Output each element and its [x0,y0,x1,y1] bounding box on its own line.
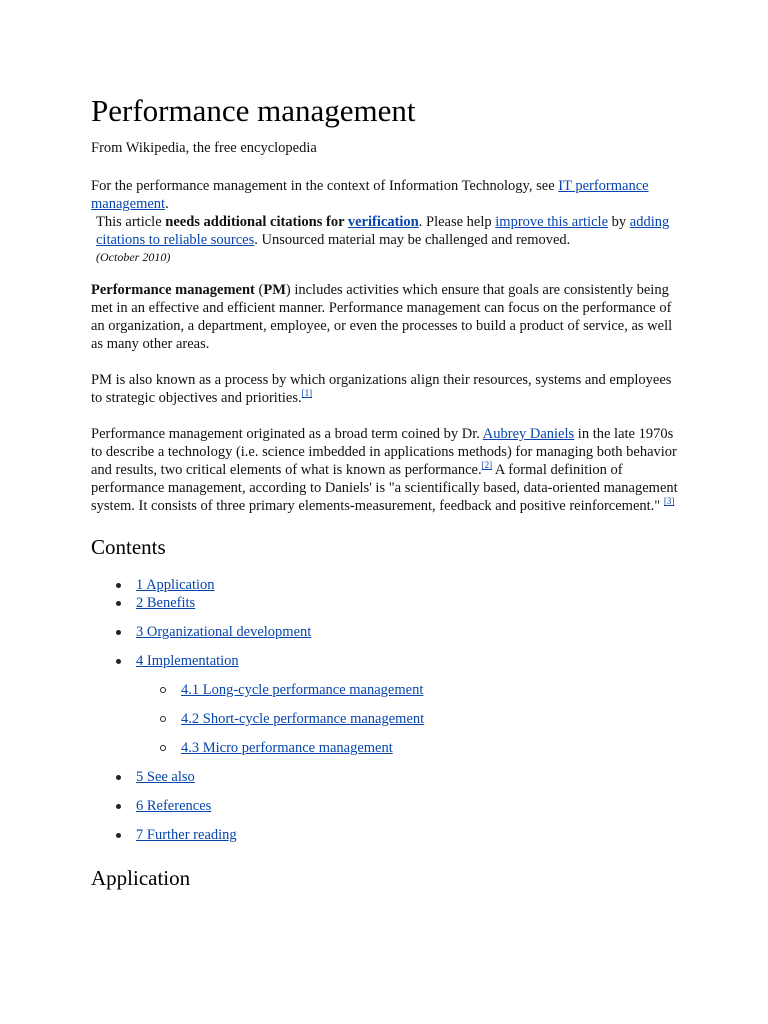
citation-notice [96,213,681,265]
toc-link-see-also[interactable]: 5 See also [136,769,195,785]
notice-text-3: by [608,214,630,230]
toc-link-short-cycle[interactable]: 4.2 Short-cycle performance management [181,711,425,727]
verification-link[interactable]: verification [347,214,419,230]
page-title: Performance management [91,93,416,128]
improve-article-link[interactable]: improve this article [495,214,609,230]
toc-link-organizational-development[interactable]: 3 Organizational development [136,624,312,640]
reference-2-link[interactable]: [2] [481,460,493,471]
toc-link-application[interactable]: 1 Application [136,577,215,593]
toc-item [91,768,681,786]
para3-text-3: A formal definition of performance management, according to Daniels' is "a scientifically based, data-oriented management system. It consists of three primary elements-measurement, feedback and positive reinforcement." [91,462,678,514]
toc-link-long-cycle[interactable]: 4.1 Long-cycle performance management [181,682,424,698]
term-pm: PM [263,282,286,298]
reference-3-link[interactable]: [3] [663,496,675,507]
toc-item [91,826,681,844]
hatnote [91,177,681,213]
toc-link-benefits[interactable]: 2 Benefits [136,595,196,611]
toc-subitem [91,710,681,728]
site-subtitle: From Wikipedia, the free encyclopedia [91,140,317,156]
term-performance-management: Performance management [91,282,255,298]
toc-link-implementation[interactable]: 4 Implementation [136,653,239,669]
table-of-contents [91,576,681,844]
notice-text-1: This article [96,214,166,230]
toc-item [91,576,681,594]
citation-notice-text [96,213,681,249]
reference-1-link[interactable]: [1] [301,388,313,399]
toc-item [91,652,681,670]
toc-link-further-reading[interactable]: 7 Further reading [136,827,237,843]
toc-item [91,797,681,815]
notice-text-4: . Unsourced material may be challenged and removed. [254,232,571,248]
section-heading-application: Application [91,866,191,890]
intro-paragraph [91,281,681,353]
toc-link-references[interactable]: 6 References [136,798,212,814]
para1-text-1: ( [254,282,264,298]
para2-text: PM is also known as a process by which organizations align their resources, systems and employees to strategic objectives and priorities. [91,372,672,406]
notice-text-2: . Please help [418,214,496,230]
toc-subitem [91,739,681,757]
notice-date: (October 2010) [96,250,171,264]
contents-heading: Contents [91,535,166,559]
aubrey-daniels-link[interactable]: Aubrey Daniels [482,426,575,442]
hatnote-suffix: . [165,196,169,212]
para1-text-2: ) includes activities which ensure that goals are consistently being met in an effective and efficient manner. Performance management can focus on the performance of an organization, a department, employee, or even the processes to build a product of service, as well as many other areas. [91,282,673,352]
para3-text-1: Performance management originated as a broad term coined by Dr. [91,426,483,442]
hatnote-text: For the performance management in the context of Information Technology, see [91,178,559,194]
article-content [91,92,681,892]
pm-process-paragraph [91,371,681,407]
toc-item [91,623,681,641]
para3-text-2: in the late 1970s to describe a technology (i.e. science imbedded in applications methods) for managing both behavior and results, two critical elements of what is known as performance. [91,426,677,478]
notice-bold-text: needs additional citations for [165,214,348,230]
toc-subitem [91,681,681,699]
toc-item [91,594,681,612]
toc-link-micro[interactable]: 4.3 Micro performance management [181,740,393,756]
adding-citations-link[interactable]: adding citations to reliable sources [96,214,670,248]
origin-paragraph [91,425,681,515]
it-performance-management-link[interactable]: IT performance management [91,178,649,212]
